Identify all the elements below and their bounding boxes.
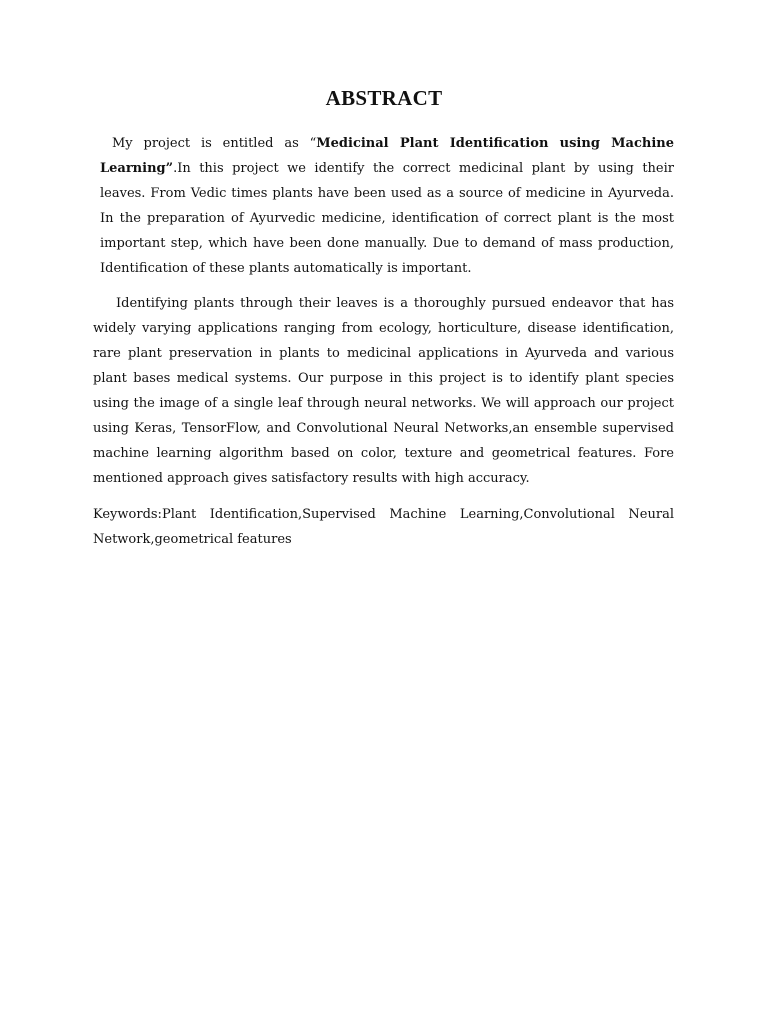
keyword-word: Identification,Supervised xyxy=(209,507,376,522)
keyword-word: Keywords:Plant xyxy=(93,507,197,522)
keywords-block xyxy=(93,502,674,552)
project-title: Medicinal Plant Identification using Machine Learning” xyxy=(100,136,674,176)
paragraph-1-body: .In this project we identify the correct medicinal plant by using their leaves. From Vedic times plants have been used as a source of medicine in Ayurveda. In the preparation of Ayurvedic medicine, identification of correct plant is the most important step, which have been done manually. Due to demand of mass production, Identification of these plants automatically is important. xyxy=(100,161,674,276)
abstract-heading: ABSTRACT xyxy=(325,86,443,110)
abstract-paragraph-1 xyxy=(100,131,674,281)
keywords-line-2: Network,geometrical features xyxy=(93,532,292,547)
keyword-word: Learning,Convolutional xyxy=(459,507,615,522)
keyword-word: Neural xyxy=(628,507,674,522)
keyword-word: Machine xyxy=(389,507,447,522)
paragraph-1-intro: My project is entitled as “ xyxy=(112,136,317,151)
keywords-line-1 xyxy=(93,502,674,527)
abstract-paragraph-2: Identifying plants through their leaves is a thoroughly pursued endeavor that has widely varying applications ranging from ecology, horticulture, disease identification, rare plant preservation in plants to medicinal applications in Ayurveda and various plant bases medical systems. Our purpose in this project is to identify plant species using the image of a single leaf through neural networks. We will approach our project using Keras, TensorFlow, and Convolutional Neural Networks,an ensemble supervised machine learning algorithm based on color, texture and geometrical features. Fore mentioned approach gives satisfactory results with high accuracy. xyxy=(93,296,674,486)
